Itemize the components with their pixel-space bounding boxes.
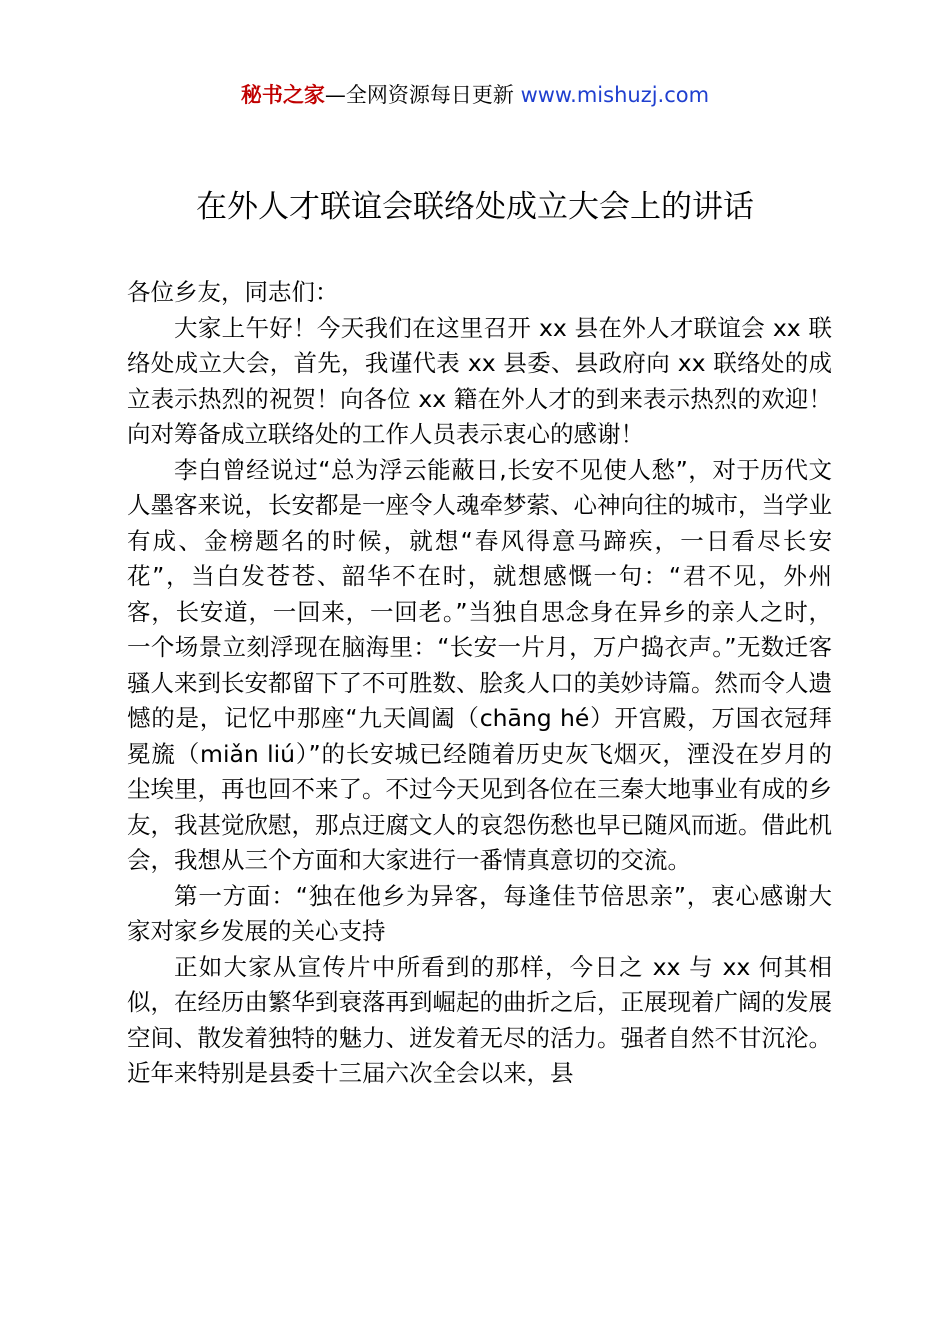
site-header [0,80,950,110]
salutation: 各位乡友，同志们： [127,278,339,306]
document-body [127,275,832,1092]
paragraph-libai: 李白曾经说过“总为浮云能蔽日,长安不见使人愁”，对于历代文人墨客来说，长安都是一座令人魂牵梦萦、心神向往的城市，当学业有成、金榜题名的时候，就想“春风得意马蹄疾，一日看尽长安花”，当白发苍苍、韶华不在时，就想感慨一句：“君不见，外州客，长安道，一回来，一回老。”当独自思念身在异乡的亲人之时，一个场景立刻浮现在脑海里：“长安一片月，万户捣衣声。”无数迁客骚人来到长安都留下了不可胜数、脍炙人口的美妙诗篇。然而令人遗憾的是，记忆中那座“九天阊阖（chāng hé）开宫殿，万国衣冠拜冕旒（miǎn liú）”的长安城已经随着历史灰飞烟灭，湮没在岁月的尘埃里，再也回不来了。不过今天见到各位在三秦大地事业有成的乡友，我甚觉欣慰，那点迂腐文人的哀怨伤愁也早已随风而逝。借此机会，我想从三个方面和大家进行一番情真意切的交流。 [127,455,832,874]
site-url-link[interactable]: www.mishuzj.com [520,83,710,107]
document-title: 在外人才联谊会联络处成立大会上的讲话 [196,189,754,225]
section-heading-first: 第一方面：“独在他乡为异客，每逢佳节倍思亲”，衷心感谢大家对家乡发展的关心支持 [127,881,832,945]
paragraph-greeting: 大家上午好！今天我们在这里召开 xx 县在外人才联谊会 xx 联络处成立大会，首先，我谨代表 xx 县委、县政府向 xx 联络处的成立表示热烈的祝贺！向各位 xx 籍在外人才的到来表示热烈的欢迎！向对筹备成立联络处的工作人员表示衷心的感谢！ [127,313,832,448]
site-slogan: —全网资源每日更新 [324,83,521,107]
site-brand: 秘书之家 [240,83,325,107]
paragraph-development: 正如大家从宣传片中所看到的那样，今日之 xx 与 xx 何其相似，在经历由繁华到衰落再到崛起的曲折之后，正展现着广阔的发展空间、散发着独特的魅力、迸发着无尽的活力。强者自然不甘沉沦。近年来特别是县委十三届六次全会以来，县 [127,952,832,1087]
